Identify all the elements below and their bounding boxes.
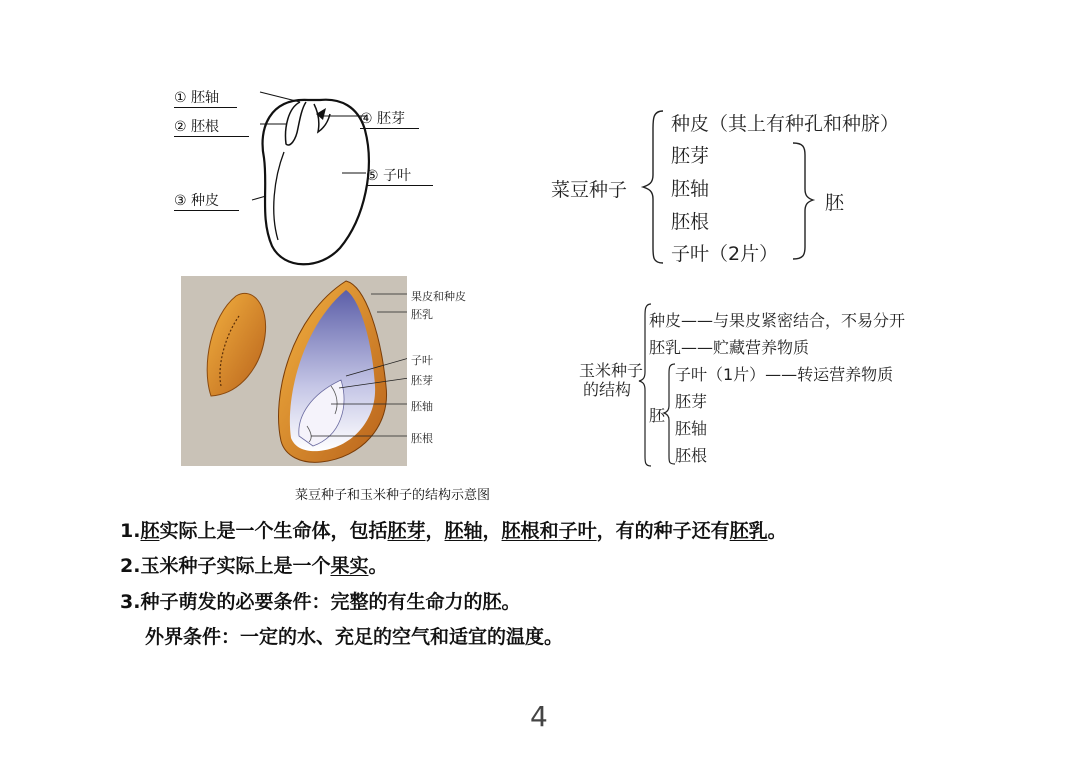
corn-label-2: 胚乳 <box>411 308 433 321</box>
bean-structure-embryo: 胚 <box>825 192 845 214</box>
bean-label-3: ③ 种皮 <box>174 190 239 211</box>
corn-structure-root-1: 玉米种子 <box>579 361 644 380</box>
corn-seed-diagram <box>181 276 466 466</box>
corn-structure-embryo-item-4: 胚根 <box>675 446 708 465</box>
bean-label-1: ① 胚轴 <box>174 87 237 108</box>
bean-label-4: ④ 胚芽 <box>360 108 419 129</box>
bean-structure-item-2: 胚芽 <box>671 145 710 167</box>
bean-structure-root: 菜豆种子 <box>551 179 628 201</box>
corn-structure-embryo-item-2: 胚芽 <box>675 392 708 411</box>
bean-structure-item-1: 种皮（其上有种孔和种脐） <box>671 113 900 135</box>
bean-structure-item-4: 胚根 <box>671 211 710 233</box>
corn-structure-embryo: 胚 <box>649 406 666 425</box>
corn-label-4: 胚芽 <box>411 374 433 387</box>
corn-label-5: 胚轴 <box>411 400 433 413</box>
corn-label-1: 果皮和种皮 <box>411 290 466 303</box>
corn-structure <box>575 300 935 470</box>
page-number: 4 <box>530 700 548 733</box>
bean-label-5: ⑤ 子叶 <box>366 165 433 186</box>
corn-label-6: 胚根 <box>411 432 433 445</box>
corn-label-3: 子叶 <box>411 354 433 367</box>
bean-label-2: ② 胚根 <box>174 116 249 137</box>
bean-structure <box>545 105 945 270</box>
corn-structure-item-1: 种皮——与果皮紧密结合，不易分开 <box>649 311 906 330</box>
note-4: 外界条件：一定的水、充足的空气和适宜的温度。 <box>145 626 564 648</box>
note-3: 3.种子萌发的必要条件：完整的有生命力的胚。 <box>120 591 521 613</box>
bean-seed-diagram <box>160 78 460 273</box>
bean-structure-item-3: 胚轴 <box>671 178 710 200</box>
note-1: 1.胚实际上是一个生命体，包括胚芽，胚轴，胚根和子叶，有的种子还有胚乳。 <box>120 520 787 542</box>
figure-caption: 菜豆种子和玉米种子的结构示意图 <box>295 488 491 503</box>
corn-structure-embryo-item-1: 子叶（1片）——转运营养物质 <box>675 365 894 384</box>
corn-structure-item-2: 胚乳——贮藏营养物质 <box>649 338 810 357</box>
note-2: 2.玉米种子实际上是一个果实。 <box>120 555 388 577</box>
bean-structure-item-5: 子叶（2片） <box>671 243 779 265</box>
corn-structure-embryo-item-3: 胚轴 <box>675 419 708 438</box>
corn-structure-root-2: 的结构 <box>583 380 632 399</box>
